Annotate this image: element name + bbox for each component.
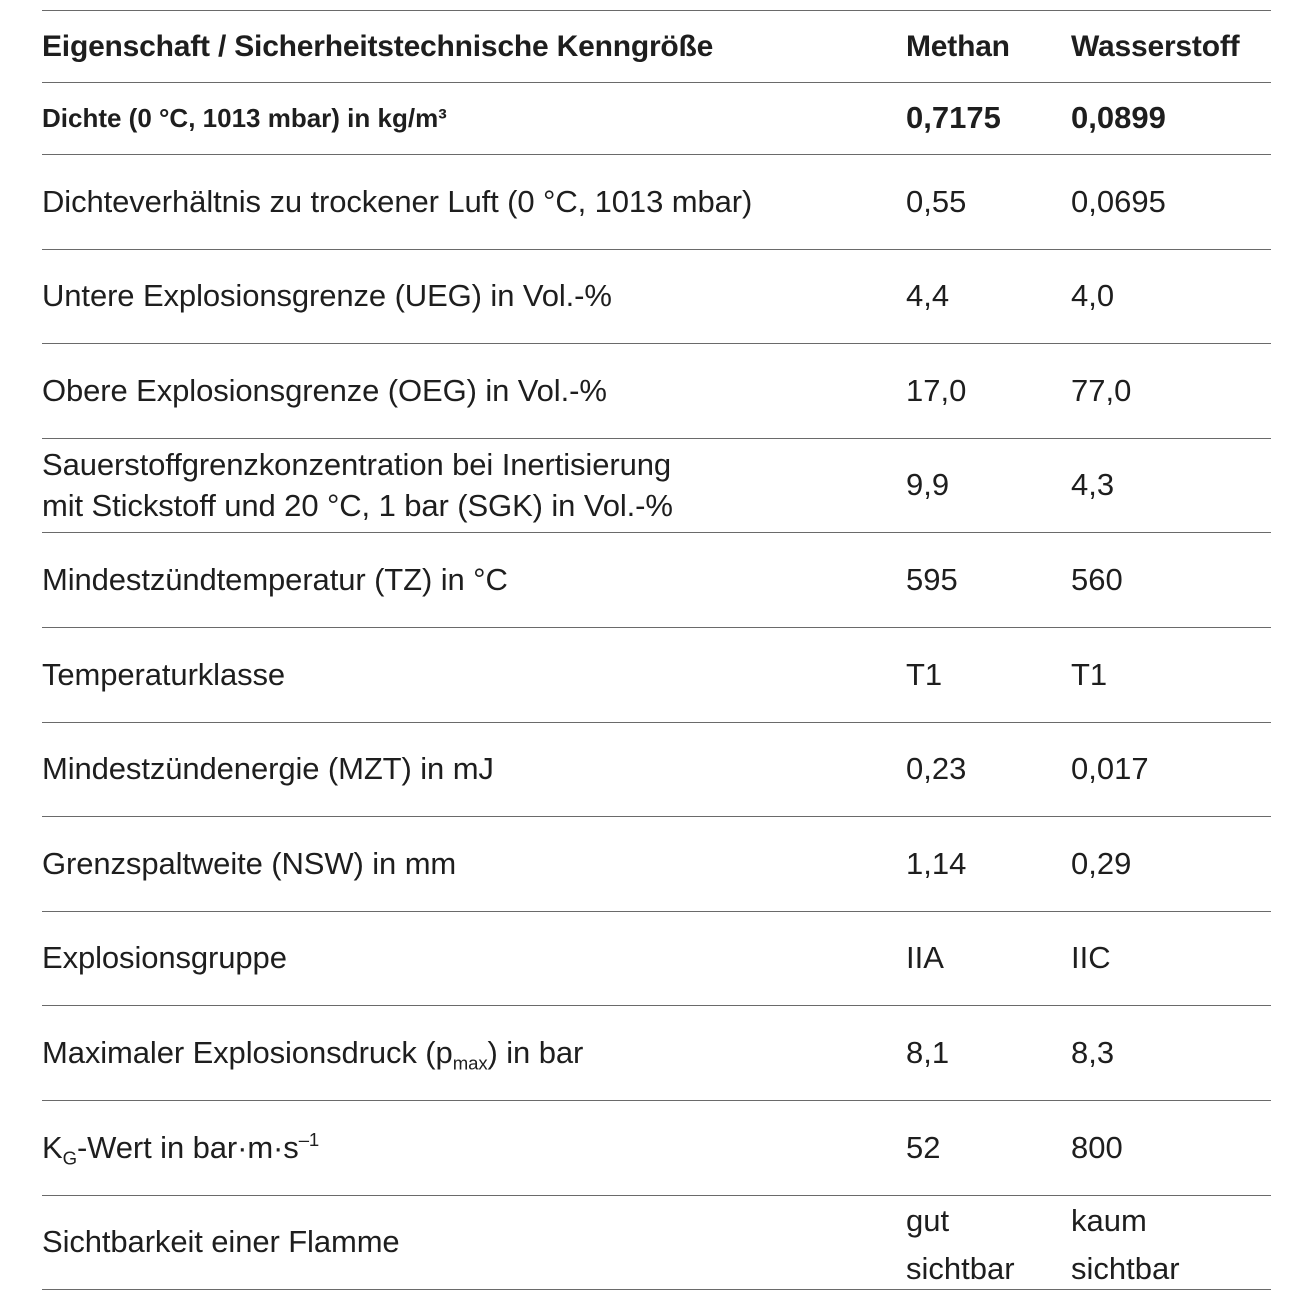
- methan-value-line: sichtbar: [906, 1251, 1015, 1287]
- wasserstoff-value: 8,3: [1071, 1034, 1115, 1070]
- row-label: Mindestzündtemperatur (TZ) in °C: [42, 562, 508, 598]
- wasserstoff-value: 0,017: [1071, 751, 1149, 787]
- wasserstoff-value: 560: [1071, 562, 1123, 598]
- table-row: [42, 155, 1271, 250]
- methan-value: 0,55: [906, 183, 967, 219]
- header-wasserstoff: Wasserstoff: [1071, 30, 1240, 63]
- row-label-text: -Wert in bar·m·s: [76, 1129, 299, 1165]
- row-label: Explosionsgruppe: [42, 940, 287, 976]
- table-row: [42, 250, 1271, 345]
- row-label: [42, 1128, 906, 1168]
- row-label-superscript: –1: [298, 1128, 320, 1150]
- wasserstoff-value-line: kaum: [1071, 1203, 1147, 1239]
- methan-value: 1,14: [906, 845, 967, 881]
- row-label: Dichteverhältnis zu trockener Luft (0 °C, 1013 mbar): [42, 183, 753, 219]
- methan-value: 17,0: [906, 372, 967, 408]
- wasserstoff-value-line: sichtbar: [1071, 1251, 1180, 1287]
- wasserstoff-value: [1071, 1191, 1271, 1293]
- wasserstoff-value: 0,29: [1071, 845, 1132, 881]
- table-row: [42, 723, 1271, 818]
- wasserstoff-value: 4,3: [1071, 467, 1115, 503]
- table-row: [42, 817, 1271, 912]
- methan-value: 0,7175: [906, 100, 1001, 136]
- methan-value: 595: [906, 562, 958, 598]
- wasserstoff-value: 800: [1071, 1129, 1123, 1165]
- methan-value: T1: [906, 656, 943, 692]
- row-label: Grenzspaltweite (NSW) in mm: [42, 845, 457, 881]
- methan-value: [906, 1191, 1071, 1293]
- row-label-subscript: max: [452, 1052, 488, 1074]
- wasserstoff-value: IIC: [1071, 940, 1111, 976]
- row-label: Mindestzündenergie (MZT) in mJ: [42, 751, 494, 787]
- wasserstoff-value: T1: [1071, 656, 1108, 692]
- table-row: [42, 83, 1271, 155]
- row-label: Dichte (0 °C, 1013 mbar) in kg/m³: [42, 102, 447, 133]
- header-methan: Methan: [906, 30, 1010, 63]
- methan-value: 52: [906, 1129, 941, 1165]
- properties-table: [42, 10, 1271, 1290]
- table-row: [42, 533, 1271, 628]
- row-label-text: ) in bar: [487, 1034, 584, 1070]
- row-label-text: K: [42, 1129, 63, 1165]
- wasserstoff-value: 0,0695: [1071, 183, 1166, 219]
- table-row: [42, 1006, 1271, 1101]
- row-label: Untere Explosionsgrenze (UEG) in Vol.-%: [42, 278, 612, 314]
- table-row: [42, 1196, 1271, 1291]
- row-label: Temperaturklasse: [42, 656, 286, 692]
- wasserstoff-value: 4,0: [1071, 278, 1115, 314]
- table-row: [42, 439, 1271, 534]
- wasserstoff-value: 77,0: [1071, 372, 1132, 408]
- methan-value-line: gut: [906, 1203, 950, 1239]
- row-label: [42, 1033, 906, 1073]
- methan-value: 9,9: [906, 467, 950, 503]
- row-label: Sichtbarkeit einer Flamme: [42, 1224, 400, 1260]
- table-header-row: [42, 11, 1271, 83]
- table-row: [42, 628, 1271, 723]
- table-row: [42, 1101, 1271, 1196]
- methan-value: 8,1: [906, 1034, 950, 1070]
- row-label: [42, 445, 906, 526]
- row-label-line: Sauerstoffgrenzkonzentration bei Inertisierung: [42, 447, 671, 483]
- table-row: [42, 912, 1271, 1007]
- wasserstoff-value: 0,0899: [1071, 100, 1166, 136]
- row-label-text: Maximaler Explosionsdruck (p: [42, 1034, 453, 1070]
- table-row: [42, 344, 1271, 439]
- header-property: Eigenschaft / Sicherheitstechnische Kenngröße: [42, 30, 714, 63]
- row-label-line: mit Stickstoff und 20 °C, 1 bar (SGK) in Vol.-%: [42, 487, 673, 523]
- row-label: Obere Explosionsgrenze (OEG) in Vol.-%: [42, 372, 607, 408]
- row-label-subscript: G: [62, 1147, 77, 1169]
- methan-value: 0,23: [906, 751, 967, 787]
- methan-value: 4,4: [906, 278, 950, 314]
- methan-value: IIA: [906, 940, 944, 976]
